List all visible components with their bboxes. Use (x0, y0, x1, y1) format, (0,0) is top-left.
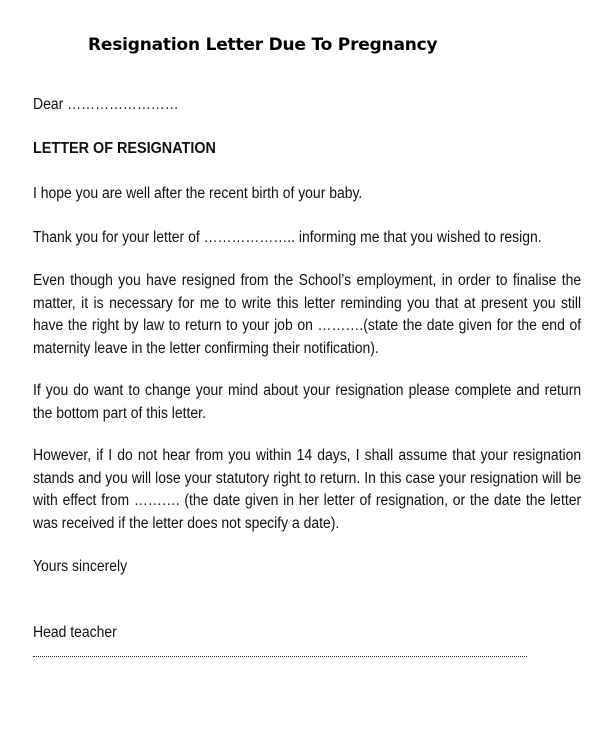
paragraph-return-right: Even though you have resigned from the School’s employment, in order to finalise the matter, it is necessary for me to write this letter reminding you that at present you still have the right by law to return to your job on ……….(state the date given for the end of maternity leave in the letter confirming their notification). (33, 272, 582, 357)
paragraph-change-mind: If you do want to change your mind about your resignation please complete and return the bottom part of this letter. (33, 382, 582, 422)
closing: Yours sincerely (33, 558, 128, 575)
paragraph-greeting: I hope you are well after the recent birth of your baby. (33, 185, 363, 202)
salutation: Dear …………………… (33, 96, 179, 113)
signature-line (33, 656, 527, 657)
signatory: Head teacher (33, 624, 117, 641)
paragraph-deadline: However, if I do not hear from you within 14 days, I shall assume that your resignation stands and you will lose your statutory right to return. In this case your resignation will be with effect from ………. (the date given in her letter of resignation, or the date the letter was received if the letter does not specify a date). (33, 447, 582, 532)
letter-heading: LETTER OF RESIGNATION (33, 140, 216, 157)
document-title: Resignation Letter Due To Pregnancy (88, 35, 438, 55)
paragraph-thanks: Thank you for your letter of ……………….. informing me that you wished to resign. (33, 229, 542, 246)
